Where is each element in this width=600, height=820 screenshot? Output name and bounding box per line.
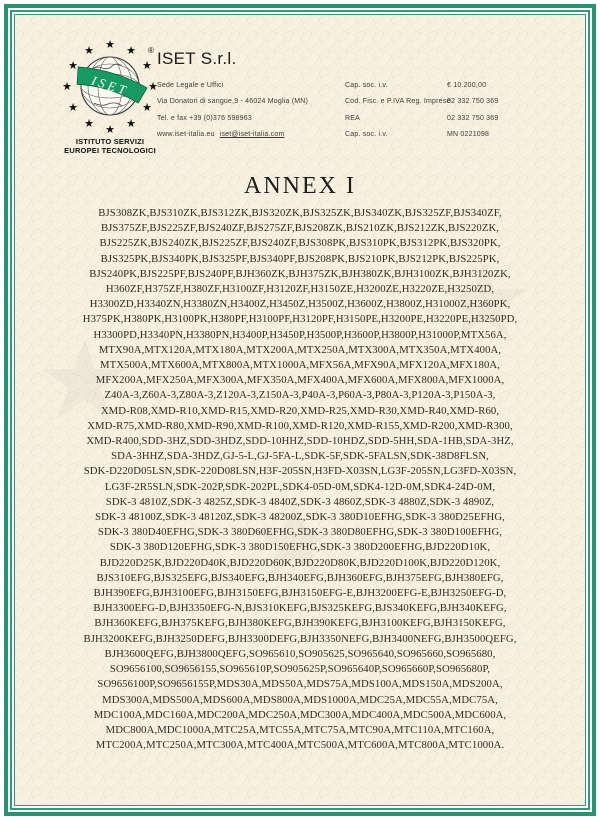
code-line: H3300PD,H3340PN,H3380PN,H3400P,H3450P,H3500P,H3600P,H3800P,H31000P,MTX56A, (93, 328, 507, 341)
svg-text:★: ★ (84, 44, 94, 57)
address-line: Via Donatori di sangue,9 - 46024 Moglia (MN) (157, 98, 309, 106)
certificate-paper (14, 14, 586, 806)
watermark-star: ★ (245, 476, 344, 604)
code-line: SDK-3 4810Z,SDK-3 4825Z,SDK-3 4840Z,SDK-3 4860Z,SDK-3 4880Z,SDK-3 4890Z, (105, 495, 495, 508)
svg-text:★: ★ (126, 44, 136, 57)
code-line: BJS310EFG,BJS325EFG,BJS340EFG,BJH340EFG,BJH360EFG,BJH375EFG,BJH380EFG, (96, 571, 504, 584)
watermark-star: ★ (35, 316, 134, 444)
code-line: BJS375ZF,BJS225ZF,BJS240ZF,BJS275ZF,BJS208ZK,BJS210ZK,BJS212ZK,BJS220ZK, (100, 222, 500, 235)
iset-logo (51, 37, 169, 156)
code-line: MTX90A,MTX120A,MTX180A,MTX200A,MTX250A,MTX300A,MTX350A,MTX400A, (98, 343, 502, 356)
registry-label: Cap. soc. i.v. (345, 131, 388, 139)
code-line: MDS300A,MDS500A,MDS600A,MDS800A,MDS1000A,MDC25A,MDC55A,MDC75A, (102, 693, 498, 706)
registry-value: € 10.200,00 (447, 81, 487, 89)
address-line: Sede Legale e Uffici (157, 81, 224, 89)
code-line: MTX500A,MTX600A,MTX800A,MTX1000A,MFX56A,MFX90A,MFX120A,MFX180A, (100, 359, 500, 372)
iset-emblem-icon (60, 37, 160, 135)
code-line: Z40A-3,Z60A-3,Z80A-3,Z120A-3,Z150A-3,P40A-3,P60A-3,P80A-3,P120A-3,P150A-3, (104, 389, 496, 402)
registry-value: MN 0221098 (447, 131, 490, 139)
registry-value: 02 332 750 369 (447, 114, 499, 122)
svg-text:★: ★ (68, 101, 78, 114)
registry-label: Cod. Fisc. e P.IVA Reg. Imprese (345, 98, 451, 106)
code-line: LG3F-2R5SLN,SDK-202P,SDK-202PL,SDK4-05D-0M,SDK4-12D-0M,SDK4-24D-0M, (104, 480, 496, 493)
code-line: H375PK,H380PK,H3100PK,H380PF,H3100PF,H3120PF,H3150PE,H3200PE,H3220PE,H3250PD, (82, 313, 518, 326)
code-line: SDK-3 48100Z,SDK-3 48120Z,SDK-3 48200Z,SDK-3 380D10EFHG,SDK-3 380D25EFHG, (95, 511, 505, 524)
svg-text:★: ★ (126, 117, 136, 130)
letterhead-info (157, 77, 498, 143)
email-link[interactable]: iset@iset-italia.com (219, 131, 285, 139)
svg-text:★: ★ (105, 123, 115, 135)
svg-text:★: ★ (62, 80, 72, 93)
code-line: SDA-3HHZ,SDA-3HDZ,GJ-5-L,GJ-5FA-L,SDK-5F,SDK-5FALSN,SDK-38D8FLSN, (111, 450, 489, 463)
code-line: BJH3300EFG-D,BJH3350EFG-N,BJS310KEFG,BJS325KEFG,BJS340KEFG,BJH340KEFG, (93, 602, 507, 615)
address-line: Tel. e fax +39 (0)376 598963 (157, 114, 252, 122)
code-line: XMD-R08,XMD-R10,XMD-R15,XMD-R20,XMD-R25,XMD-R30,XMD-R40,XMD-R60, (100, 404, 500, 417)
code-line: H360ZF,H375ZF,H380ZF,H3100ZF,H3120ZF,H3150ZE,H3200ZE,H3220ZE,H3250ZD, (105, 283, 495, 296)
code-line: BJH3600QEFG,BJH3800QEFG,SO965610,SO905625,SO965640,SO965660,SO965680, (104, 647, 496, 660)
org-name-line2: EUROPEI TECNOLOGICI (64, 146, 156, 156)
org-name-line1: ISTITUTO SERVIZI (75, 137, 145, 146)
svg-text:★: ★ (105, 38, 115, 51)
code-line: BJS240PK,BJS225PF,BJS240PF,BJH360ZK,BJH375ZK,BJH380ZK,BJH3100ZK,BJH3120ZK, (89, 267, 511, 280)
registry-label: REA (345, 114, 360, 122)
code-line: MDC800A,MDC1000A,MTC25A,MTC55A,MTC75A,MTC90A,MTC110A,MTC160A, (105, 723, 495, 736)
watermark-star: ★ (435, 236, 534, 364)
watermark-star: ★ (135, 606, 234, 734)
company-name: ISET S.r.l. (157, 49, 237, 68)
code-line: MTC200A,MTC250A,MTC300A,MTC400A,MTC500A,MTC600A,MTC800A,MTC1000A. (95, 739, 505, 752)
code-line: BJS308ZK,BJS310ZK,BJS312ZK,BJS320ZK,BJS325ZK,BJS340ZK,BJS325ZF,BJS340ZF, (98, 207, 502, 219)
svg-text:★: ★ (68, 59, 78, 72)
code-line: XMD-R400,SDD-3HZ,SDD-3HDZ,SDD-10HHZ,SDD-10HDZ,SDD-5HH,SDA-1HB,SDA-3HZ, (86, 435, 514, 448)
code-line: MFX200A,MFX250A,MFX300A,MFX350A,MFX400A,MFX600A,MFX800A,MFX1000A, (95, 374, 505, 387)
website-text: www.iset-italia.eu (157, 131, 215, 139)
code-line: BJS225ZK,BJS240ZK,BJS225ZF,BJS240ZF,BJS308PK,BJS310PK,BJS312PK,BJS320PK, (99, 237, 501, 250)
svg-text:★: ★ (142, 59, 152, 72)
code-line: MDC100A,MDC160A,MDC200A,MDC250A,MDC300A,MDC400A,MDC500A,MDC600A, (93, 708, 507, 721)
registry-value: 02 332 750 369 (447, 98, 499, 106)
code-line: BJD220D25K,BJD220D40K,BJD220D60K,BJD220D80K,BJD220D100K,BJD220D120K, (99, 556, 501, 569)
code-line: BJH360KEFG,BJH375KEFG,BJH380KEFG,BJH390KEFG,BJH3100KEFG,BJH3150KEFG, (94, 617, 506, 630)
registry-label: Cap. soc. i.v. (345, 81, 388, 89)
code-line: SDK-D220D05LSN,SDK-220D08LSN,H3F-205SN,H3FD-X03SN,LG3F-205SN,LG3FD-X03SN, (83, 465, 517, 478)
svg-text:★: ★ (148, 80, 158, 93)
model-code-list (71, 206, 529, 753)
svg-text:★: ★ (142, 101, 152, 114)
code-line: SDK-3 380D40EFHG,SDK-3 380D60EFHG,SDK-3 380D80EFHG,SDK-3 380D100EFHG, (97, 526, 503, 539)
registered-mark-icon: ® (148, 46, 154, 55)
code-line: BJH3200KEFG,BJH3250DEFG,BJH3300DEFG,BJH3350NEFG,BJH3400NEFG,BJH3500QEFG, (83, 632, 517, 645)
logo-brand-text: ISET (89, 72, 131, 99)
code-line: XMD-R75,XMD-R80,XMD-R90,XMD-R100,XMD-R120,XMD-R155,XMD-R200,XMD-R300, (87, 419, 513, 432)
code-line: SO9656100P,SO9656155P,MDS30A,MDS50A,MDS75A,MDS100A,MDS150A,MDS200A, (97, 678, 503, 691)
code-line: BJS325PK,BJS340PK,BJS325PF,BJS340PF,BJS208PK,BJS210PK,BJS212PK,BJS225PK, (100, 252, 500, 265)
page-title: ANNEX I (244, 173, 356, 199)
code-line: H3300ZD,H3340ZN,H3380ZN,H3400Z,H3450Z,H3500Z,H3600Z,H3800Z,H31000Z,H360PK, (89, 298, 511, 311)
svg-text:★: ★ (84, 117, 94, 130)
code-line: BJH390EFG,BJH3100EFG,BJH3150EFG,BJH3150EFG-E,BJH3200EFG-E,BJH3250EFG-D, (93, 587, 507, 600)
code-line: SDK-3 380D120EFHG,SDK-3 380D150EFHG,SDK-3 380D200EFHG,BJD220D10K, (109, 541, 491, 554)
code-line: SO9656100,SO9656155,SO965610P,SO905625P,SO965640P,SO965660P,SO965680P, (109, 663, 491, 676)
